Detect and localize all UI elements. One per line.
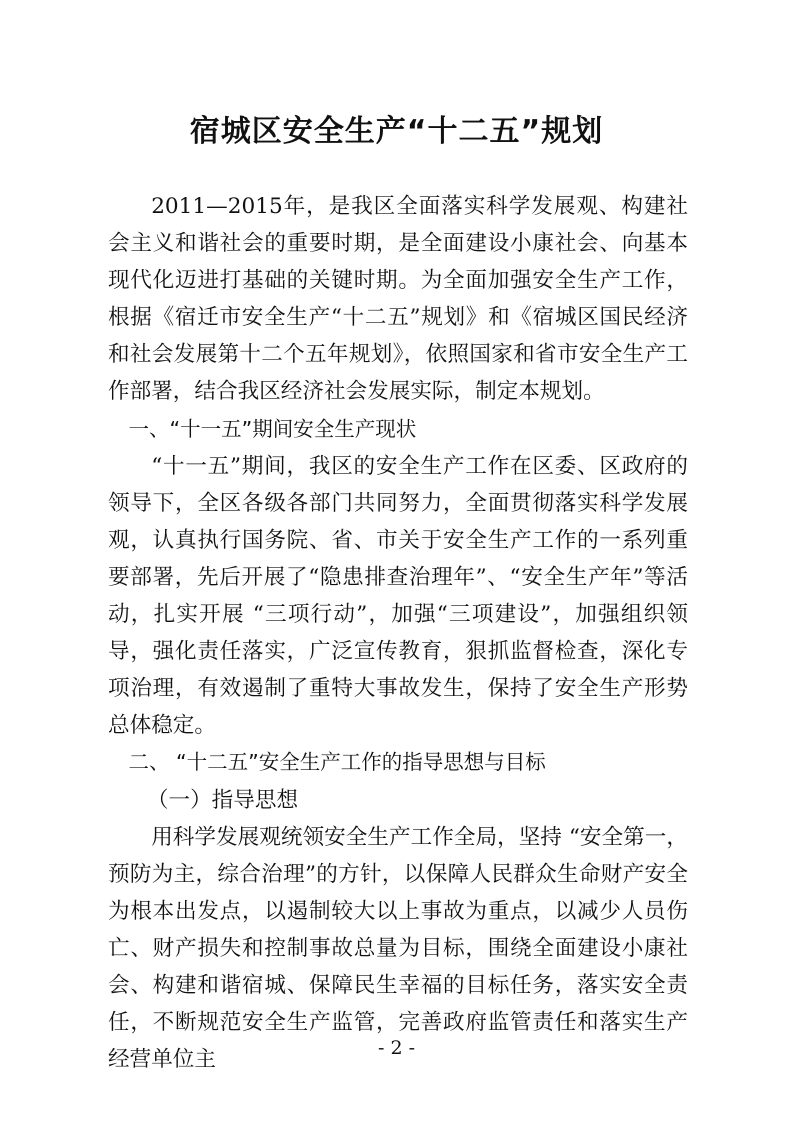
document-body <box>108 188 688 1078</box>
section-1-heading: 一、“十一五”期间安全生产现状 <box>128 416 417 441</box>
subsection-1-paragraph: 用科学发展观统领安全生产工作全局，坚持 “安全第一，预防为主，综合治理”的方针，以保障人民群众生命财产安全为根本出发点，以遏制较大以上事故为重点，以减少人员伤亡、财产损失和控制事故总量为目标，围绕全面建设小康社会、构建和谐宿城、保障民生幸福的目标任务，落实安全责任，不断规范安全生产监管，完善政府监管责任和落实生产经营单位主 <box>108 824 688 1073</box>
subsection-1-heading: （一）指导思想 <box>146 787 299 813</box>
section-2-heading: 二、 “十二五”安全生产工作的指导思想与目标 <box>128 750 546 775</box>
intro-paragraph: 2011—2015年，是我区全面落实科学发展观、构建社会主义和谐社会的重要时期，是全面建设小康社会、向基本现代化迈进打基础的关键时期。为全面加强安全生产工作，根据《宿迁市安全生产“十二五”规划》和《宿城区国民经济和社会发展第十二个五年规划》，依照国家和省市安全生产工作部署，结合我区经济社会发展实际，制定本规划。 <box>108 194 688 405</box>
section-1-paragraph: “十一五”期间，我区的安全生产工作在区委、区政府的领导下，全区各级各部门共同努力，全面贯彻落实科学发展观，认真执行国务院、省、市关于安全生产工作的一系列重要部署，先后开展了“隐患排查治理年”、“安全生产年”等活动，扎实开展 “三项行动”，加强“三项建设”，加强组织领导，强化责任落实，广泛宣传教育，狠抓监督检查，深化专项治理，有效遏制了重特大事故发生，保持了安全生产形势总体稳定。 <box>108 453 688 739</box>
document-title: 宿城区安全生产“十二五”规划 <box>189 114 604 149</box>
page-number: - 2 - <box>377 1037 415 1059</box>
